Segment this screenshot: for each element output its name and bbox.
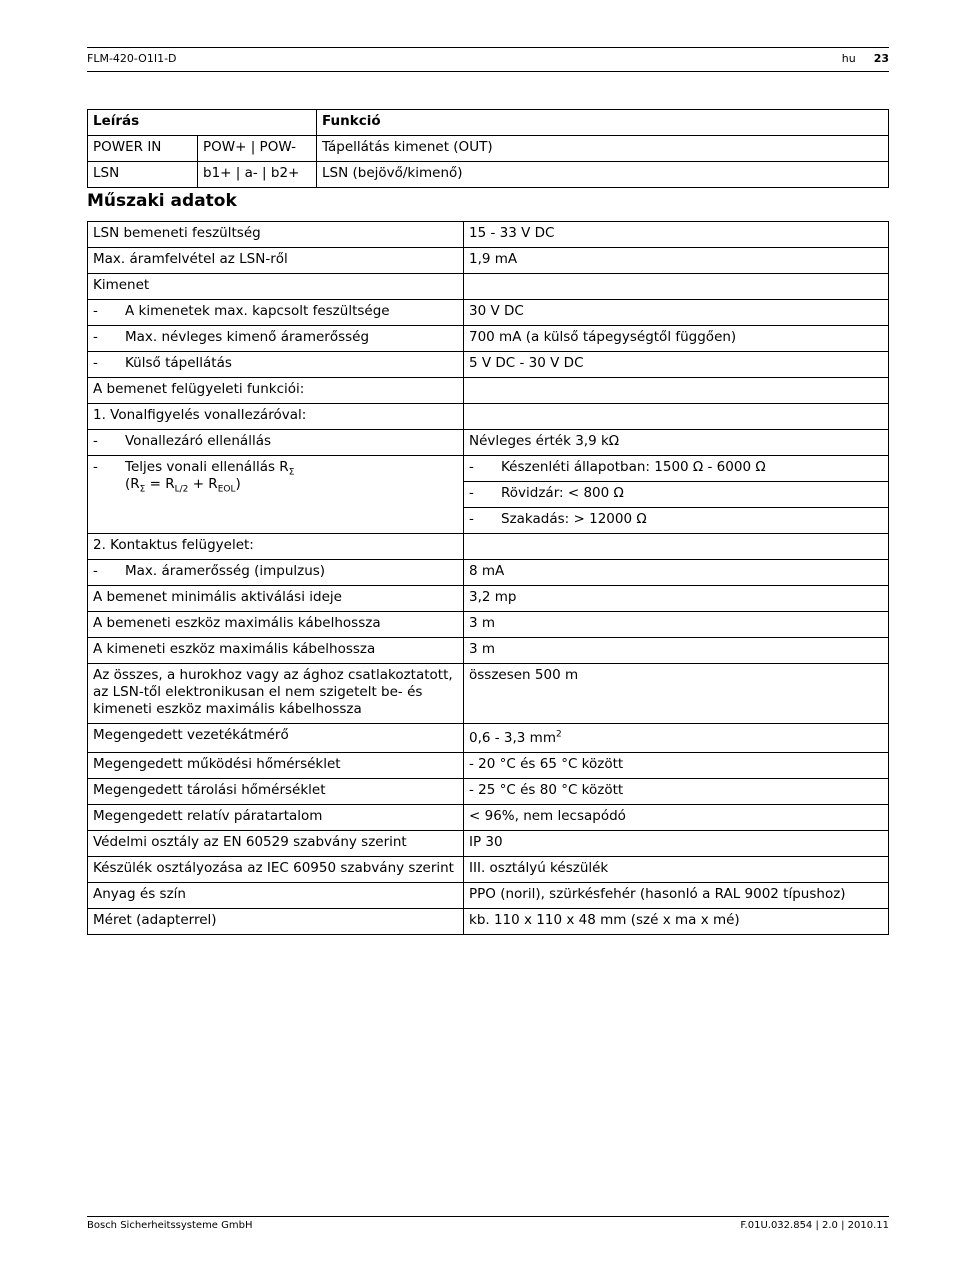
spec-value: - 25 °C és 80 °C között bbox=[464, 779, 889, 805]
spec-value: 3 m bbox=[464, 612, 889, 638]
table-row bbox=[88, 779, 889, 805]
spec-value: összesen 500 m bbox=[464, 664, 889, 724]
table-row bbox=[88, 612, 889, 638]
column-header-function: Funkció bbox=[317, 110, 889, 136]
spec-label: Védelmi osztály az EN 60529 szabvány szerint bbox=[88, 831, 464, 857]
table-row bbox=[88, 248, 889, 274]
spec-value bbox=[464, 274, 889, 300]
spec-label bbox=[88, 456, 464, 534]
list-dash: - bbox=[93, 563, 98, 579]
spec-label: 1. Vonalfigyelés vonallezáróval: bbox=[88, 404, 464, 430]
list-dash: - bbox=[93, 433, 98, 449]
technical-data-table bbox=[87, 221, 889, 935]
table-row bbox=[88, 909, 889, 935]
spec-value: kb. 110 x 110 x 48 mm (szé x ma x mé) bbox=[464, 909, 889, 935]
table-header-row bbox=[88, 110, 889, 136]
spec-label: Megengedett relatív páratartalom bbox=[88, 805, 464, 831]
formula-equals: = R bbox=[145, 476, 175, 492]
spec-label: Anyag és szín bbox=[88, 883, 464, 909]
table-row bbox=[88, 664, 889, 724]
table-row bbox=[88, 456, 889, 482]
spec-label: Megengedett vezetékátmérő bbox=[88, 724, 464, 753]
spec-value: PPO (noril), szürkésfehér (hasonló a RAL 9002 típushoz) bbox=[464, 883, 889, 909]
list-dash: - bbox=[93, 355, 98, 371]
spec-label-line: Az összes, a hurokhoz vagy az ághoz csatlakoztatott, bbox=[93, 667, 453, 683]
connector-pins: b1+ | a- | b2+ bbox=[198, 162, 317, 188]
list-dash: - bbox=[93, 329, 98, 345]
section-title: Műszaki adatok bbox=[87, 191, 237, 211]
table-row bbox=[88, 805, 889, 831]
spec-label: A kimeneti eszköz maximális kábelhossza bbox=[88, 638, 464, 664]
spec-value-text: Szakadás: > 12000 Ω bbox=[501, 511, 647, 527]
spec-value: Névleges érték 3,9 kΩ bbox=[464, 430, 889, 456]
connector-pins: POW+ | POW- bbox=[198, 136, 317, 162]
spec-label: Megengedett működési hőmérséklet bbox=[88, 753, 464, 779]
table-row bbox=[88, 404, 889, 430]
spec-label: Készülék osztályozása az IEC 60950 szabvány szerint bbox=[88, 857, 464, 883]
superscript: 2 bbox=[556, 729, 562, 740]
table-row bbox=[88, 352, 889, 378]
column-header-description: Leírás bbox=[88, 110, 317, 136]
spec-label-text: A kimenetek max. kapcsolt feszültsége bbox=[125, 303, 390, 319]
spec-value: 5 V DC - 30 V DC bbox=[464, 352, 889, 378]
connection-table bbox=[87, 109, 889, 188]
spec-value: IP 30 bbox=[464, 831, 889, 857]
spec-label bbox=[88, 560, 464, 586]
spec-value: 1,9 mA bbox=[464, 248, 889, 274]
page-number: 23 bbox=[873, 52, 889, 65]
spec-value: 3,2 mp bbox=[464, 586, 889, 612]
spec-label: Megengedett tárolási hőmérséklet bbox=[88, 779, 464, 805]
spec-value: 8 mA bbox=[464, 560, 889, 586]
header-right bbox=[842, 52, 889, 65]
resistance-formula bbox=[93, 476, 458, 493]
table-row bbox=[88, 274, 889, 300]
list-dash: - bbox=[93, 303, 98, 319]
spec-label-text: Max. névleges kimenő áramerősség bbox=[125, 329, 370, 345]
spec-value bbox=[464, 378, 889, 404]
spec-value bbox=[464, 456, 889, 482]
spec-label: LSN bemeneti feszültség bbox=[88, 222, 464, 248]
table-row bbox=[88, 300, 889, 326]
list-dash: - bbox=[469, 511, 474, 527]
table-row bbox=[88, 638, 889, 664]
table-row bbox=[88, 534, 889, 560]
table-row bbox=[88, 378, 889, 404]
spec-value: 30 V DC bbox=[464, 300, 889, 326]
document-reference: F.01U.032.854 | 2.0 | 2010.11 bbox=[740, 1220, 889, 1231]
spec-label-text: Max. áramerősség (impulzus) bbox=[125, 563, 326, 579]
table-row bbox=[88, 162, 889, 188]
spec-value bbox=[464, 482, 889, 508]
table-row bbox=[88, 326, 889, 352]
spec-label bbox=[88, 300, 464, 326]
spec-value bbox=[464, 724, 889, 753]
formula-open: (R bbox=[125, 476, 140, 492]
spec-label: A bemenet minimális aktiválási ideje bbox=[88, 586, 464, 612]
list-dash: - bbox=[469, 459, 474, 475]
table-row bbox=[88, 857, 889, 883]
spec-value bbox=[464, 534, 889, 560]
table-row bbox=[88, 753, 889, 779]
spec-value: 15 - 33 V DC bbox=[464, 222, 889, 248]
table-row bbox=[88, 136, 889, 162]
footer-rule bbox=[87, 1216, 889, 1217]
spec-label: 2. Kontaktus felügyelet: bbox=[88, 534, 464, 560]
spec-label: A bemenet felügyeleti funkciói: bbox=[88, 378, 464, 404]
table-row bbox=[88, 222, 889, 248]
spec-value: III. osztályú készülék bbox=[464, 857, 889, 883]
company-name: Bosch Sicherheitssysteme GmbH bbox=[87, 1220, 253, 1231]
table-row bbox=[88, 430, 889, 456]
spec-value bbox=[464, 508, 889, 534]
subscript-eol: EOL bbox=[217, 484, 236, 495]
table-row bbox=[88, 560, 889, 586]
spec-value-text: Rövidzár: < 800 Ω bbox=[501, 485, 624, 501]
spec-label-line: kimeneti eszköz maximális kábelhossza bbox=[93, 701, 362, 717]
spec-value bbox=[464, 404, 889, 430]
spec-label: Kimenet bbox=[88, 274, 464, 300]
table-row bbox=[88, 831, 889, 857]
subscript-sigma: Σ bbox=[139, 484, 146, 495]
table-row bbox=[88, 883, 889, 909]
connector-name: LSN bbox=[88, 162, 198, 188]
spec-label bbox=[88, 430, 464, 456]
connector-function: Tápellátás kimenet (OUT) bbox=[317, 136, 889, 162]
language-code: hu bbox=[841, 52, 856, 65]
subscript-sigma: Σ bbox=[288, 467, 295, 478]
spec-label-text: Vonallezáró ellenállás bbox=[125, 433, 271, 449]
spec-label bbox=[88, 664, 464, 724]
spec-value-text: 0,6 - 3,3 mm bbox=[469, 730, 556, 746]
spec-label: Max. áramfelvétel az LSN-ről bbox=[88, 248, 464, 274]
spec-value-text: Készenléti állapotban: 1500 Ω - 6000 Ω bbox=[501, 459, 766, 475]
header-rule-top bbox=[87, 47, 889, 48]
connector-name: POWER IN bbox=[88, 136, 198, 162]
table-row bbox=[88, 724, 889, 753]
spec-label bbox=[88, 326, 464, 352]
spec-label: Méret (adapterrel) bbox=[88, 909, 464, 935]
spec-label-text: Külső tápellátás bbox=[125, 355, 232, 371]
formula-close: ) bbox=[235, 476, 241, 492]
page-header bbox=[87, 52, 889, 68]
list-dash: - bbox=[469, 485, 474, 501]
spec-label: A bemeneti eszköz maximális kábelhossza bbox=[88, 612, 464, 638]
subscript-l2: L/2 bbox=[174, 484, 189, 495]
doc-id: FLM-420-O1I1-D bbox=[87, 52, 177, 65]
header-rule-bottom bbox=[87, 71, 889, 72]
spec-label-line: az LSN-től elektronikusan el nem szigetelt be- és bbox=[93, 684, 423, 700]
spec-value: < 96%, nem lecsapódó bbox=[464, 805, 889, 831]
spec-value: 3 m bbox=[464, 638, 889, 664]
spec-value: 700 mA (a külső tápegységtől függően) bbox=[464, 326, 889, 352]
spec-label-text: Teljes vonali ellenállás R bbox=[125, 459, 289, 475]
list-dash: - bbox=[93, 459, 98, 475]
connector-function: LSN (bejövő/kimenő) bbox=[317, 162, 889, 188]
spec-value: - 20 °C és 65 °C között bbox=[464, 753, 889, 779]
formula-plus: + R bbox=[188, 476, 218, 492]
table-row bbox=[88, 586, 889, 612]
spec-label bbox=[88, 352, 464, 378]
